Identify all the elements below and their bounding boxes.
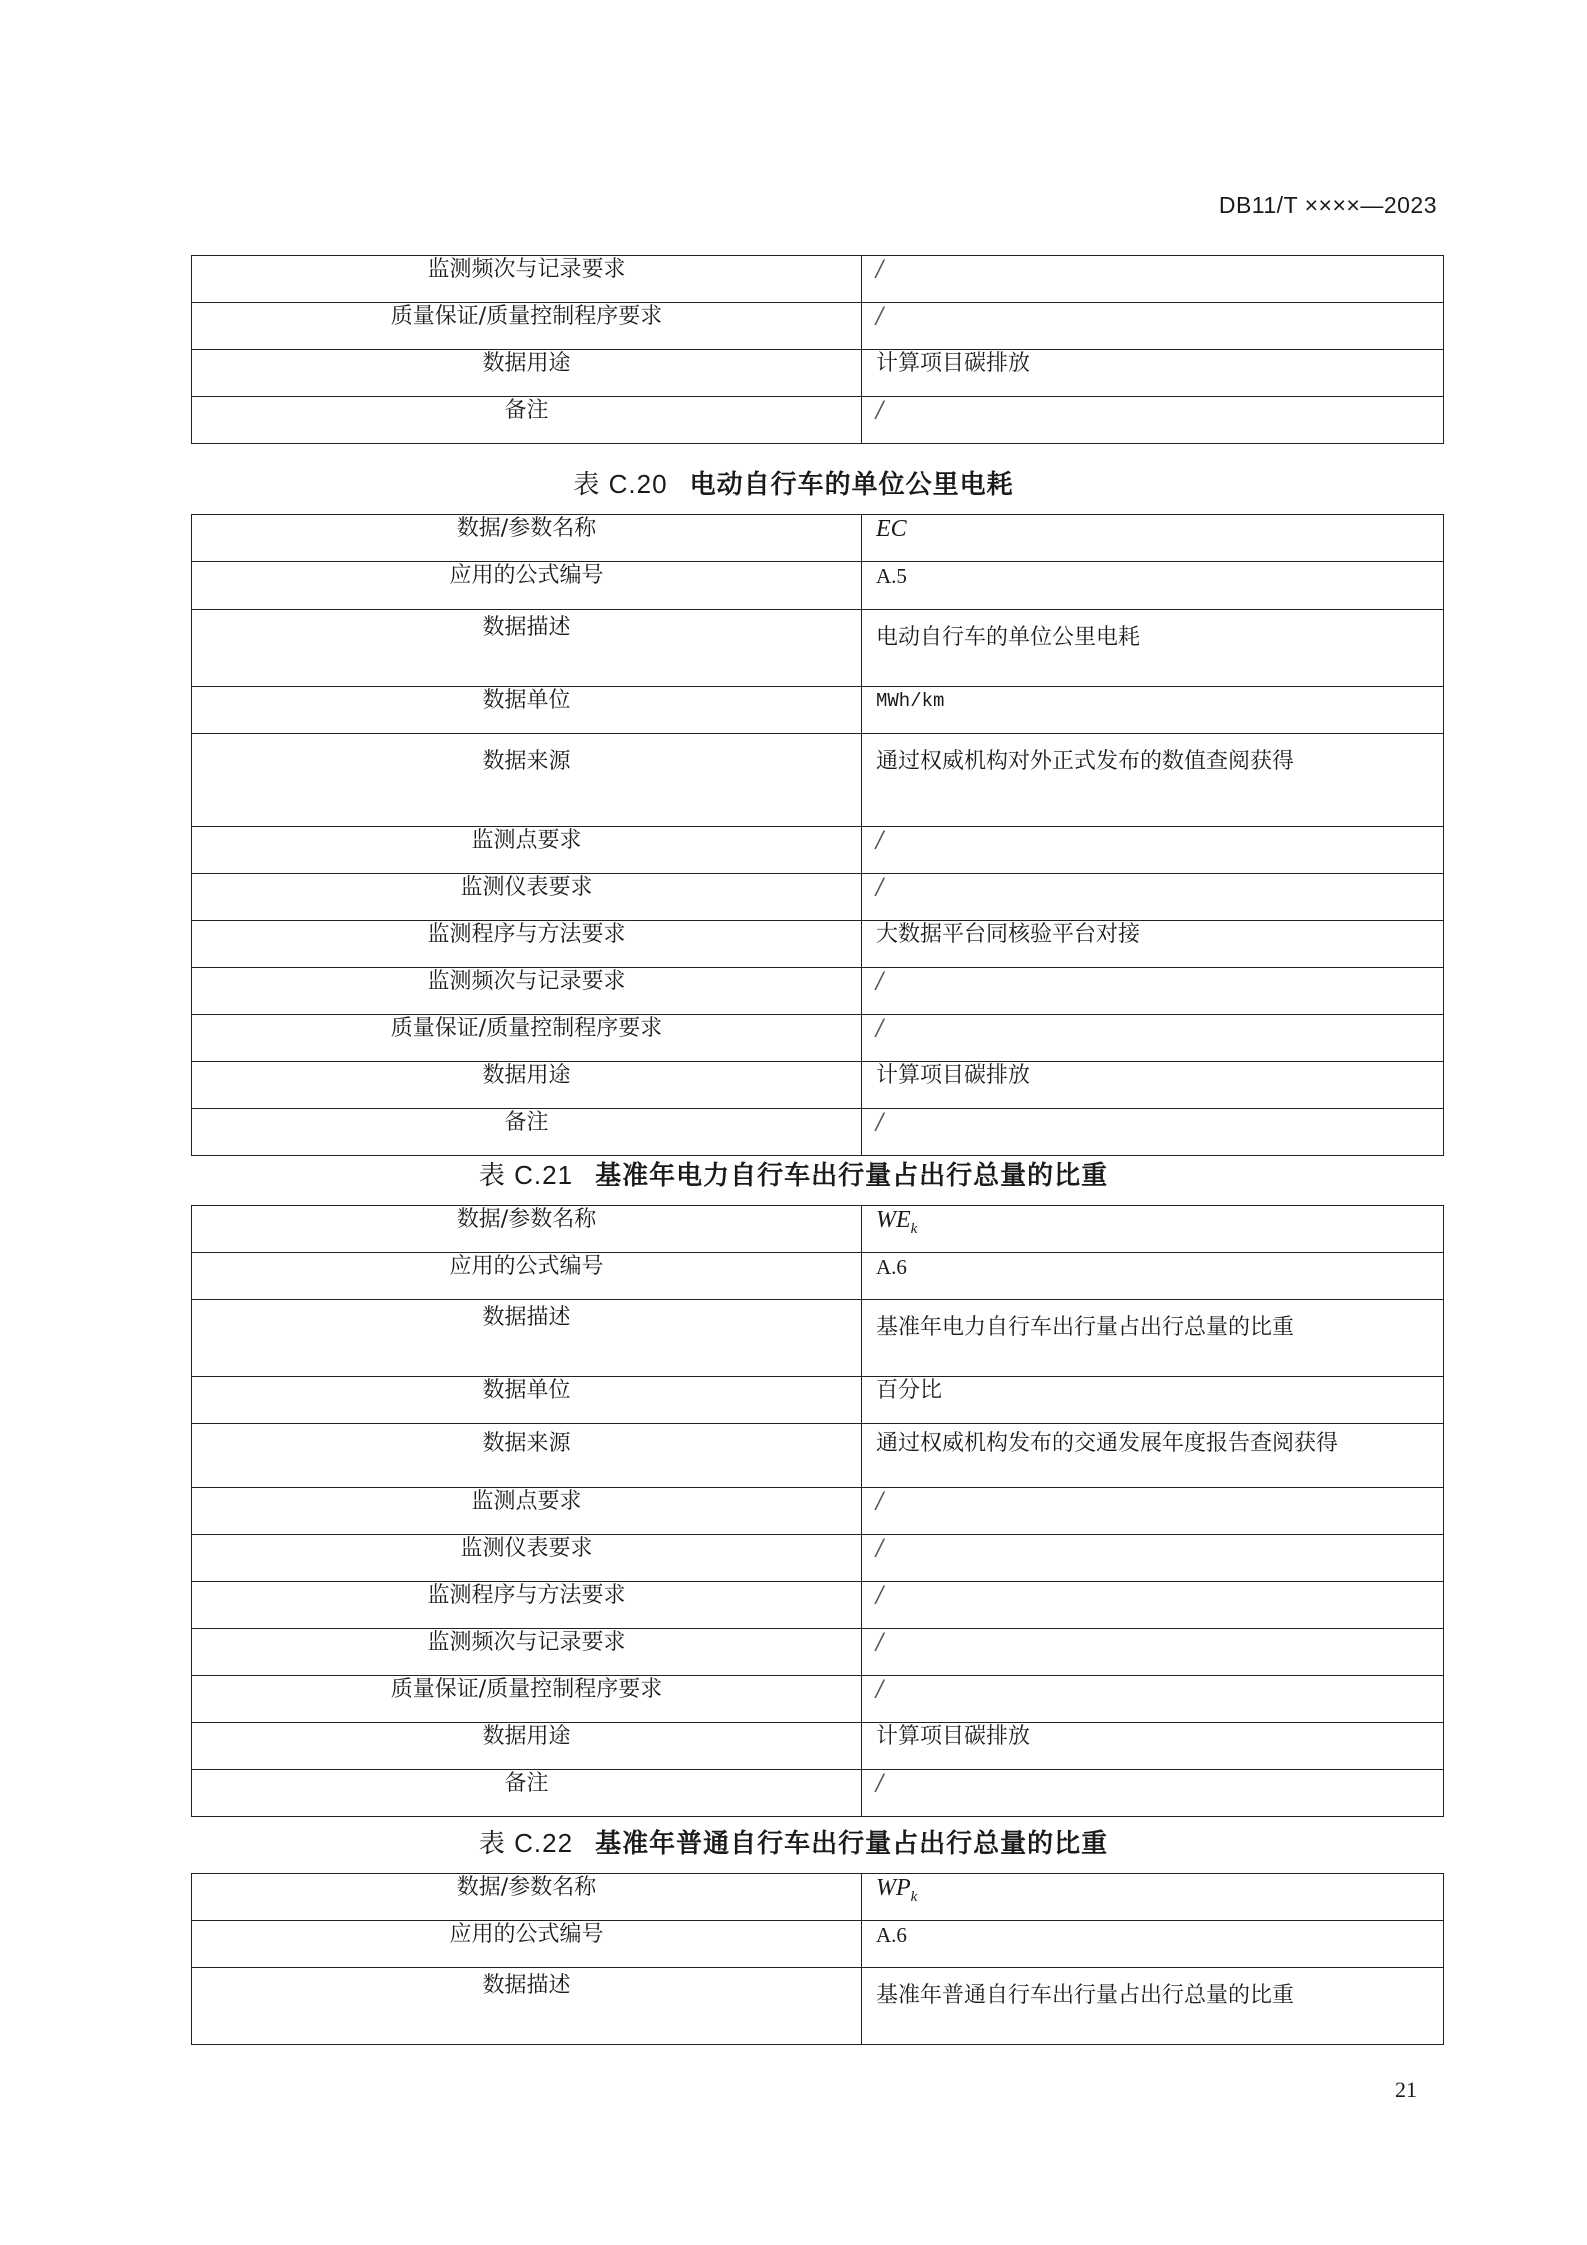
table-row	[192, 303, 1444, 350]
row-value: /	[862, 1582, 1444, 1629]
table-caption-number: 表 C.21	[478, 1160, 574, 1190]
row-value: /	[862, 827, 1444, 874]
row-label: 质量保证/质量控制程序要求	[192, 1015, 862, 1062]
row-label: 数据用途	[192, 1062, 862, 1109]
row-value: 基准年普通自行车出行量占出行总量的比重	[862, 1968, 1444, 2045]
table-caption-c20	[0, 464, 1587, 501]
row-label: 监测频次与记录要求	[192, 1629, 862, 1676]
table-row	[192, 350, 1444, 397]
row-label: 数据单位	[192, 687, 862, 734]
table-caption-c22	[0, 1823, 1587, 1860]
row-value: 百分比	[862, 1377, 1444, 1424]
table-row	[192, 734, 1444, 827]
table-row	[192, 1300, 1444, 1377]
row-value: 计算项目碳排放	[862, 1723, 1444, 1770]
row-label: 监测频次与记录要求	[192, 968, 862, 1015]
row-value	[862, 1874, 1444, 1921]
table-caption-title: 基准年电力自行车出行量占出行总量的比重	[595, 1161, 1109, 1191]
row-label: 监测仪表要求	[192, 1535, 862, 1582]
table-row	[192, 1206, 1444, 1253]
row-value: /	[862, 1629, 1444, 1676]
row-label: 备注	[192, 1770, 862, 1817]
row-value	[862, 1206, 1444, 1253]
table-row	[192, 1676, 1444, 1723]
row-label: 监测点要求	[192, 827, 862, 874]
row-value: 电动自行车的单位公里电耗	[862, 610, 1444, 687]
row-label: 应用的公式编号	[192, 562, 862, 610]
row-value: /	[862, 968, 1444, 1015]
row-label: 监测频次与记录要求	[192, 256, 862, 303]
row-label: 数据/参数名称	[192, 515, 862, 562]
row-label: 监测点要求	[192, 1488, 862, 1535]
table-row	[192, 874, 1444, 921]
table-caption-c21	[0, 1155, 1587, 1192]
symbol-base: WE	[876, 1207, 911, 1233]
row-label: 备注	[192, 397, 862, 444]
row-value: 计算项目碳排放	[862, 350, 1444, 397]
row-value: /	[862, 256, 1444, 303]
row-label: 数据来源	[192, 734, 862, 827]
row-value: /	[862, 303, 1444, 350]
parameter-table-c21	[191, 1205, 1444, 1817]
row-value: A.6	[862, 1253, 1444, 1300]
row-value: 通过权威机构对外正式发布的数值查阅获得	[862, 734, 1444, 827]
parameter-table-c19	[191, 255, 1444, 444]
row-value: /	[862, 1535, 1444, 1582]
row-label: 应用的公式编号	[192, 1921, 862, 1968]
table-row	[192, 827, 1444, 874]
table-row	[192, 1109, 1444, 1156]
row-value: MWh/km	[862, 687, 1444, 734]
symbol-subscript: k	[910, 1888, 918, 1905]
row-value: 通过权威机构发布的交通发展年度报告查阅获得	[862, 1424, 1444, 1488]
row-value: 大数据平台同核验平台对接	[862, 921, 1444, 968]
table-row	[192, 1015, 1444, 1062]
row-value: /	[862, 397, 1444, 444]
table-row	[192, 1968, 1444, 2045]
row-label: 数据/参数名称	[192, 1874, 862, 1921]
table-row	[192, 1723, 1444, 1770]
row-value: EC	[862, 515, 1444, 562]
table-caption-number: 表 C.22	[478, 1828, 574, 1858]
row-value: /	[862, 1770, 1444, 1817]
table-row	[192, 610, 1444, 687]
row-value: A.5	[862, 562, 1444, 610]
document-code-header: DB11/T ××××—2023	[1218, 192, 1437, 218]
row-label: 数据来源	[192, 1424, 862, 1488]
table-row	[192, 1488, 1444, 1535]
table-row	[192, 921, 1444, 968]
row-label: 质量保证/质量控制程序要求	[192, 303, 862, 350]
table-row	[192, 1377, 1444, 1424]
row-label: 数据描述	[192, 1968, 862, 2045]
row-label: 数据用途	[192, 350, 862, 397]
table-caption-title: 基准年普通自行车出行量占出行总量的比重	[595, 1829, 1109, 1859]
table-row	[192, 968, 1444, 1015]
row-label: 数据单位	[192, 1377, 862, 1424]
row-value: A.6	[862, 1921, 1444, 1968]
row-value: /	[862, 1488, 1444, 1535]
row-label: 应用的公式编号	[192, 1253, 862, 1300]
table-row	[192, 515, 1444, 562]
row-label: 监测程序与方法要求	[192, 921, 862, 968]
symbol-base: WP	[876, 1875, 911, 1901]
row-value: /	[862, 1676, 1444, 1723]
table-row	[192, 1062, 1444, 1109]
table-row	[192, 1629, 1444, 1676]
row-label: 数据描述	[192, 610, 862, 687]
row-label: 备注	[192, 1109, 862, 1156]
table-row	[192, 562, 1444, 610]
table-row	[192, 687, 1444, 734]
row-value: /	[862, 1015, 1444, 1062]
row-label: 监测程序与方法要求	[192, 1582, 862, 1629]
row-label: 数据用途	[192, 1723, 862, 1770]
symbol-subscript: k	[910, 1220, 918, 1237]
parameter-table-c22	[191, 1873, 1444, 2045]
table-row	[192, 1424, 1444, 1488]
row-label: 质量保证/质量控制程序要求	[192, 1676, 862, 1723]
table-row	[192, 1770, 1444, 1817]
row-value: 基准年电力自行车出行量占出行总量的比重	[862, 1300, 1444, 1377]
row-label: 监测仪表要求	[192, 874, 862, 921]
table-row	[192, 1921, 1444, 1968]
table-row	[192, 1582, 1444, 1629]
page-number: 21	[1395, 2077, 1417, 2102]
table-row	[192, 1535, 1444, 1582]
parameter-table-c20	[191, 514, 1444, 1156]
table-caption-title: 电动自行车的单位公里电耗	[689, 470, 1014, 500]
row-value: /	[862, 1109, 1444, 1156]
table-row	[192, 256, 1444, 303]
row-value: /	[862, 874, 1444, 921]
table-caption-number: 表 C.20	[573, 469, 668, 499]
table-row	[192, 397, 1444, 444]
row-label: 数据/参数名称	[192, 1206, 862, 1253]
table-row	[192, 1253, 1444, 1300]
row-label: 数据描述	[192, 1300, 862, 1377]
row-value: 计算项目碳排放	[862, 1062, 1444, 1109]
table-row	[192, 1874, 1444, 1921]
